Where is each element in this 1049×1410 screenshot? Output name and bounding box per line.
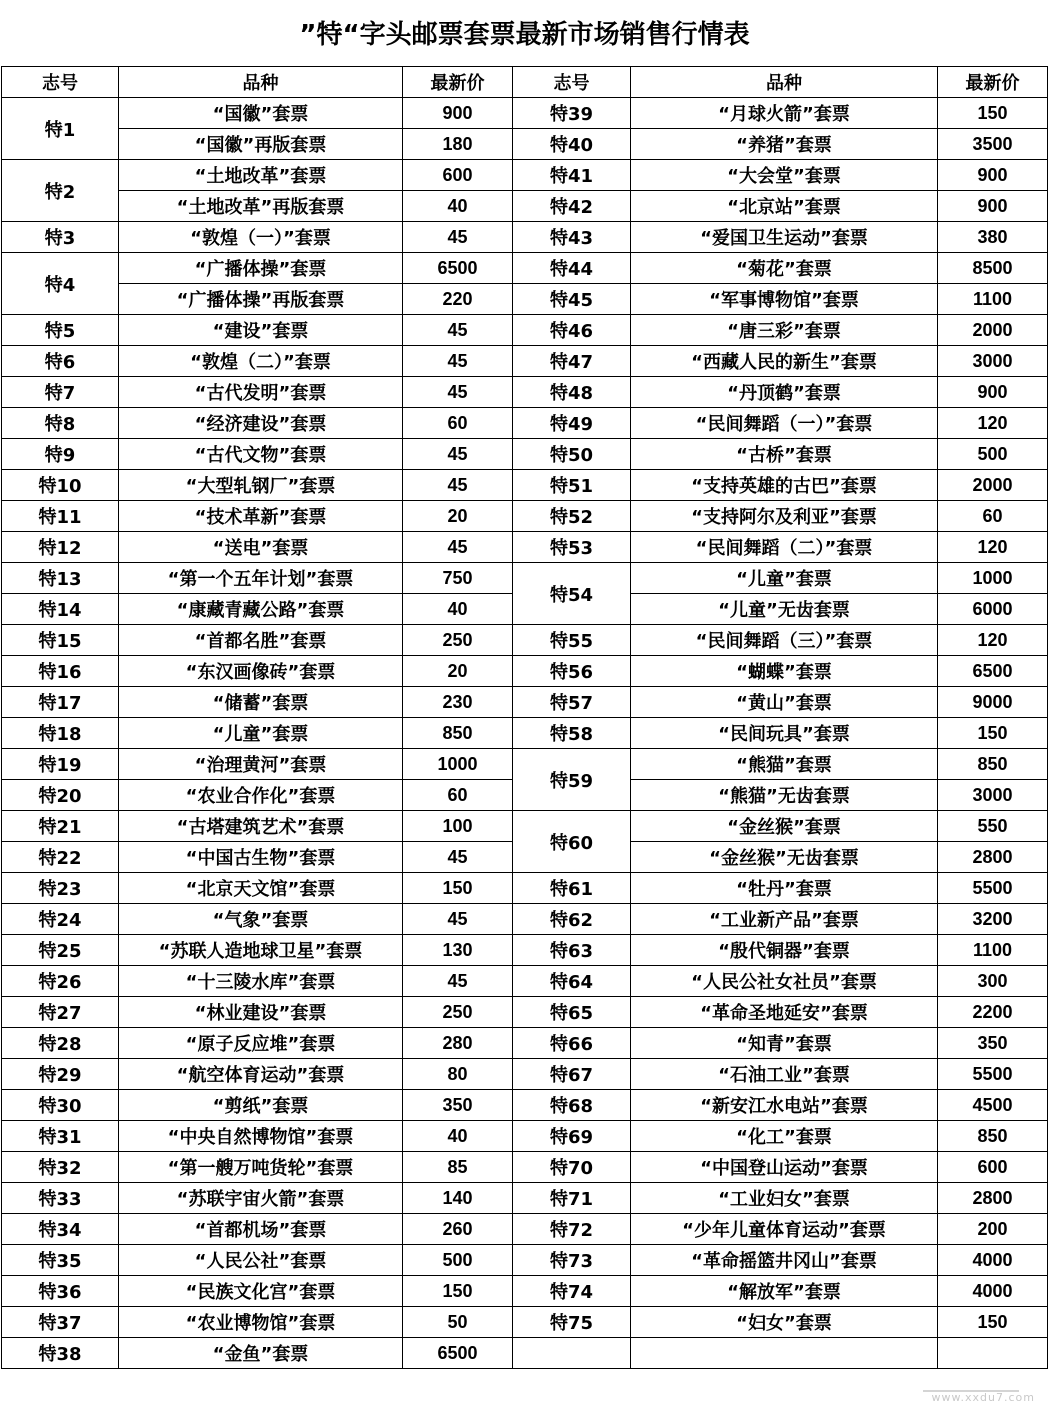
stamp-price: 1000 [403,749,513,780]
stamp-code: 特53 [513,532,631,563]
table-row [2,98,1048,129]
stamp-code: 特38 [2,1338,119,1369]
stamp-code: 特55 [513,625,631,656]
stamp-price: 45 [403,377,513,408]
stamp-price: 2000 [938,470,1048,501]
stamp-code: 特74 [513,1276,631,1307]
header-name-right: 品种 [631,67,938,98]
stamp-code: 特60 [513,811,631,873]
stamp-code: 特39 [513,98,631,129]
table-row [2,1121,1048,1152]
table-row [2,129,1048,160]
stamp-name: “古塔建筑艺术”套票 [119,811,403,842]
table-row [2,284,1048,315]
stamp-name: “敦煌（一）”套票 [119,222,403,253]
stamp-name: “首都机场”套票 [119,1214,403,1245]
stamp-price: 380 [938,222,1048,253]
table-row [2,253,1048,284]
stamp-price: 1000 [938,563,1048,594]
stamp-name: “黄山”套票 [631,687,938,718]
stamp-price: 850 [938,1121,1048,1152]
stamp-code: 特33 [2,1183,119,1214]
table-row [2,1183,1048,1214]
stamp-code: 特58 [513,718,631,749]
stamp-code: 特43 [513,222,631,253]
table-row [2,1214,1048,1245]
stamp-name: “爱国卫生运动”套票 [631,222,938,253]
stamp-price: 45 [403,966,513,997]
table-row [2,222,1048,253]
stamp-price: 3500 [938,129,1048,160]
stamp-name: “民间舞蹈（一）”套票 [631,408,938,439]
stamp-code: 特41 [513,160,631,191]
stamp-code: 特42 [513,191,631,222]
stamp-code: 特13 [2,563,119,594]
stamp-code: 特14 [2,594,119,625]
stamp-price: 8500 [938,253,1048,284]
stamp-name: “技术革新”套票 [119,501,403,532]
stamp-price: 250 [403,997,513,1028]
table-row [2,1338,1048,1369]
stamp-name: “广播体操”再版套票 [119,284,403,315]
stamp-name: “少年儿童体育运动”套票 [631,1214,938,1245]
stamp-price: 6000 [938,594,1048,625]
stamp-price: 850 [403,718,513,749]
stamp-name: “林业建设”套票 [119,997,403,1028]
stamp-price: 1100 [938,935,1048,966]
stamp-price: 20 [403,656,513,687]
stamp-code: 特56 [513,656,631,687]
stamp-name: “农业合作化”套票 [119,780,403,811]
stamp-name: “金鱼”套票 [119,1338,403,1369]
stamp-code: 特62 [513,904,631,935]
stamp-name: “经济建设”套票 [119,408,403,439]
watermark: www.xxdu7.com [931,1391,1035,1404]
table-row [2,625,1048,656]
stamp-price: 750 [403,563,513,594]
stamp-price: 6500 [403,253,513,284]
stamp-price: 100 [403,811,513,842]
stamp-code: 特17 [2,687,119,718]
stamp-code: 特12 [2,532,119,563]
stamp-price: 4500 [938,1090,1048,1121]
stamp-code: 特54 [513,563,631,625]
table-row [2,439,1048,470]
stamp-name: “原子反应堆”套票 [119,1028,403,1059]
stamp-price: 120 [938,625,1048,656]
stamp-name: “送电”套票 [119,532,403,563]
table-row [2,935,1048,966]
stamp-name: “农业博物馆”套票 [119,1307,403,1338]
table-row [2,1276,1048,1307]
empty-cell [513,1338,631,1369]
stamp-code: 特11 [2,501,119,532]
stamp-price: 150 [403,873,513,904]
stamp-code: 特75 [513,1307,631,1338]
stamp-code: 特48 [513,377,631,408]
table-row [2,563,1048,594]
stamp-code: 特8 [2,408,119,439]
stamp-code: 特73 [513,1245,631,1276]
stamp-code: 特18 [2,718,119,749]
stamp-price: 600 [403,160,513,191]
stamp-price: 40 [403,1121,513,1152]
stamp-name: “土地改革”再版套票 [119,191,403,222]
stamp-name: “妇女”套票 [631,1307,938,1338]
stamp-price: 850 [938,749,1048,780]
stamp-price: 45 [403,222,513,253]
stamp-price: 40 [403,594,513,625]
stamp-price: 45 [403,904,513,935]
stamp-price: 600 [938,1152,1048,1183]
stamp-code: 特64 [513,966,631,997]
stamp-code: 特20 [2,780,119,811]
stamp-code: 特57 [513,687,631,718]
stamp-name: “古代发明”套票 [119,377,403,408]
stamp-code: 特26 [2,966,119,997]
table-row [2,377,1048,408]
stamp-price: 280 [403,1028,513,1059]
stamp-name: “丹顶鹤”套票 [631,377,938,408]
page-title: ”特“字头邮票套票最新市场销售行情表 [299,20,750,50]
stamp-price: 2200 [938,997,1048,1028]
stamp-name: “大会堂”套票 [631,160,938,191]
stamp-code: 特61 [513,873,631,904]
stamp-price: 130 [403,935,513,966]
stamp-code: 特28 [2,1028,119,1059]
header-name-left: 品种 [119,67,403,98]
stamp-code: 特7 [2,377,119,408]
table-row [2,1307,1048,1338]
stamp-code: 特5 [2,315,119,346]
table-row [2,408,1048,439]
stamp-name: “第一个五年计划”套票 [119,563,403,594]
stamp-price: 260 [403,1214,513,1245]
stamp-name: “儿童”无齿套票 [631,594,938,625]
table-row [2,501,1048,532]
stamp-code: 特27 [2,997,119,1028]
stamp-code: 特46 [513,315,631,346]
stamp-code: 特22 [2,842,119,873]
table-row [2,749,1048,780]
stamp-price: 3000 [938,780,1048,811]
stamp-code: 特25 [2,935,119,966]
stamp-code: 特19 [2,749,119,780]
stamp-name: “知青”套票 [631,1028,938,1059]
stamp-code: 特51 [513,470,631,501]
table-row [2,1028,1048,1059]
stamp-name: “人民公社”套票 [119,1245,403,1276]
stamp-price: 45 [403,346,513,377]
stamp-price: 9000 [938,687,1048,718]
stamp-name: “土地改革”套票 [119,160,403,191]
stamp-code: 特40 [513,129,631,160]
stamp-name: “革命摇篮井冈山”套票 [631,1245,938,1276]
stamp-price: 900 [938,191,1048,222]
table-row [2,1245,1048,1276]
stamp-name: “中国登山运动”套票 [631,1152,938,1183]
stamp-price: 80 [403,1059,513,1090]
stamp-name: “支持阿尔及利亚”套票 [631,501,938,532]
stamp-code: 特1 [2,98,119,160]
stamp-name: “石油工业”套票 [631,1059,938,1090]
stamp-price: 140 [403,1183,513,1214]
stamp-code: 特47 [513,346,631,377]
stamp-name: “古代文物”套票 [119,439,403,470]
stamp-price: 60 [938,501,1048,532]
stamp-price: 350 [403,1090,513,1121]
stamp-code: 特30 [2,1090,119,1121]
stamp-name: “工业妇女”套票 [631,1183,938,1214]
stamp-name: “儿童”套票 [631,563,938,594]
stamp-price: 500 [938,439,1048,470]
stamp-price: 120 [938,408,1048,439]
stamp-price: 220 [403,284,513,315]
stamp-price: 1100 [938,284,1048,315]
empty-cell [938,1338,1048,1369]
stamp-code: 特49 [513,408,631,439]
stamp-name: “中央自然博物馆”套票 [119,1121,403,1152]
stamp-price-table [1,66,1048,1369]
stamp-code: 特66 [513,1028,631,1059]
stamp-name: “支持英雄的古巴”套票 [631,470,938,501]
stamp-name: “建设”套票 [119,315,403,346]
table-row [2,346,1048,377]
stamp-price: 5500 [938,1059,1048,1090]
stamp-code: 特2 [2,160,119,222]
stamp-code: 特69 [513,1121,631,1152]
stamp-code: 特31 [2,1121,119,1152]
stamp-price: 150 [403,1276,513,1307]
stamp-code: 特70 [513,1152,631,1183]
stamp-price: 550 [938,811,1048,842]
stamp-price: 4000 [938,1276,1048,1307]
stamp-name: “军事博物馆”套票 [631,284,938,315]
stamp-code: 特63 [513,935,631,966]
stamp-price: 2800 [938,842,1048,873]
stamp-price: 60 [403,780,513,811]
stamp-name: “航空体育运动”套票 [119,1059,403,1090]
stamp-code: 特72 [513,1214,631,1245]
stamp-name: “康藏青藏公路”套票 [119,594,403,625]
stamp-code: 特16 [2,656,119,687]
stamp-code: 特50 [513,439,631,470]
stamp-code: 特36 [2,1276,119,1307]
table-row [2,656,1048,687]
stamp-code: 特44 [513,253,631,284]
table-row [2,532,1048,563]
stamp-name: “唐三彩”套票 [631,315,938,346]
stamp-price: 50 [403,1307,513,1338]
stamp-name: “北京站”套票 [631,191,938,222]
stamp-name: “气象”套票 [119,904,403,935]
stamp-code: 特3 [2,222,119,253]
empty-cell [631,1338,938,1369]
stamp-code: 特34 [2,1214,119,1245]
stamp-name: “敦煌（二）”套票 [119,346,403,377]
stamp-price: 200 [938,1214,1048,1245]
table-row [2,718,1048,749]
stamp-name: “金丝猴”无齿套票 [631,842,938,873]
header-price-left: 最新价 [403,67,513,98]
stamp-price: 350 [938,1028,1048,1059]
stamp-name: “北京天文馆”套票 [119,873,403,904]
stamp-name: “月球火箭”套票 [631,98,938,129]
table-row [2,687,1048,718]
stamp-price: 3000 [938,346,1048,377]
stamp-code: 特32 [2,1152,119,1183]
stamp-code: 特52 [513,501,631,532]
header-code-right: 志号 [513,67,631,98]
stamp-price: 5500 [938,873,1048,904]
stamp-price: 120 [938,532,1048,563]
stamp-price: 6500 [403,1338,513,1369]
stamp-price: 150 [938,718,1048,749]
table-row [2,1090,1048,1121]
stamp-code: 特65 [513,997,631,1028]
stamp-name: “熊猫”套票 [631,749,938,780]
stamp-name: “国徽”再版套票 [119,129,403,160]
stamp-name: “第一艘万吨货轮”套票 [119,1152,403,1183]
stamp-code: 特29 [2,1059,119,1090]
table-row [2,315,1048,346]
table-row [2,1059,1048,1090]
stamp-code: 特37 [2,1307,119,1338]
stamp-price: 2000 [938,315,1048,346]
stamp-name: “苏联宇宙火箭”套票 [119,1183,403,1214]
stamp-price: 45 [403,315,513,346]
stamp-price: 6500 [938,656,1048,687]
stamp-price: 85 [403,1152,513,1183]
stamp-name: “蝴蝶”套票 [631,656,938,687]
stamp-code: 特24 [2,904,119,935]
header-price-right: 最新价 [938,67,1048,98]
stamp-name: “中国古生物”套票 [119,842,403,873]
stamp-name: “解放军”套票 [631,1276,938,1307]
stamp-name: “民族文化宫”套票 [119,1276,403,1307]
stamp-name: “储蓄”套票 [119,687,403,718]
stamp-code: 特45 [513,284,631,315]
stamp-name: “剪纸”套票 [119,1090,403,1121]
stamp-name: “儿童”套票 [119,718,403,749]
header-code-left: 志号 [2,67,119,98]
table-row [2,191,1048,222]
stamp-price: 20 [403,501,513,532]
table-row [2,997,1048,1028]
stamp-name: “养猪”套票 [631,129,938,160]
table-row [2,873,1048,904]
stamp-code: 特23 [2,873,119,904]
stamp-code: 特71 [513,1183,631,1214]
table-row [2,966,1048,997]
stamp-price: 150 [938,1307,1048,1338]
stamp-name: “金丝猴”套票 [631,811,938,842]
header-row [2,67,1048,98]
stamp-name: “十三陵水库”套票 [119,966,403,997]
stamp-name: “化工”套票 [631,1121,938,1152]
table-row [2,1152,1048,1183]
stamp-code: 特68 [513,1090,631,1121]
stamp-name: “民间舞蹈（三）”套票 [631,625,938,656]
stamp-price: 150 [938,98,1048,129]
stamp-name: “大型轧钢厂”套票 [119,470,403,501]
stamp-name: “民间舞蹈（二）”套票 [631,532,938,563]
table-row [2,160,1048,191]
stamp-name: “东汉画像砖”套票 [119,656,403,687]
stamp-price: 40 [403,191,513,222]
stamp-price: 45 [403,470,513,501]
stamp-name: “牡丹”套票 [631,873,938,904]
stamp-code: 特21 [2,811,119,842]
stamp-price: 4000 [938,1245,1048,1276]
stamp-price: 60 [403,408,513,439]
stamp-code: 特35 [2,1245,119,1276]
stamp-name: “菊花”套票 [631,253,938,284]
stamp-price: 250 [403,625,513,656]
stamp-code: 特9 [2,439,119,470]
stamp-name: “西藏人民的新生”套票 [631,346,938,377]
stamp-price: 45 [403,842,513,873]
stamp-name: “熊猫”无齿套票 [631,780,938,811]
stamp-code: 特15 [2,625,119,656]
stamp-code: 特10 [2,470,119,501]
stamp-name: “人民公社女社员”套票 [631,966,938,997]
table-row [2,904,1048,935]
stamp-price: 900 [938,160,1048,191]
stamp-name: “民间玩具”套票 [631,718,938,749]
table-row [2,470,1048,501]
stamp-price: 180 [403,129,513,160]
stamp-name: “国徽”套票 [119,98,403,129]
stamp-name: “古桥”套票 [631,439,938,470]
stamp-code: 特4 [2,253,119,315]
stamp-name: “殷代铜器”套票 [631,935,938,966]
stamp-price: 900 [938,377,1048,408]
stamp-price: 45 [403,439,513,470]
stamp-name: “新安江水电站”套票 [631,1090,938,1121]
stamp-name: “苏联人造地球卫星”套票 [119,935,403,966]
stamp-name: “工业新产品”套票 [631,904,938,935]
stamp-name: “治理黄河”套票 [119,749,403,780]
stamp-code: 特67 [513,1059,631,1090]
stamp-price: 2800 [938,1183,1048,1214]
stamp-price: 500 [403,1245,513,1276]
stamp-price: 3200 [938,904,1048,935]
stamp-name: “革命圣地延安”套票 [631,997,938,1028]
stamp-code: 特6 [2,346,119,377]
stamp-price: 45 [403,532,513,563]
stamp-price: 230 [403,687,513,718]
stamp-name: “广播体操”套票 [119,253,403,284]
stamp-name: “首都名胜”套票 [119,625,403,656]
stamp-price: 900 [403,98,513,129]
stamp-code: 特59 [513,749,631,811]
stamp-price: 300 [938,966,1048,997]
table-row [2,811,1048,842]
